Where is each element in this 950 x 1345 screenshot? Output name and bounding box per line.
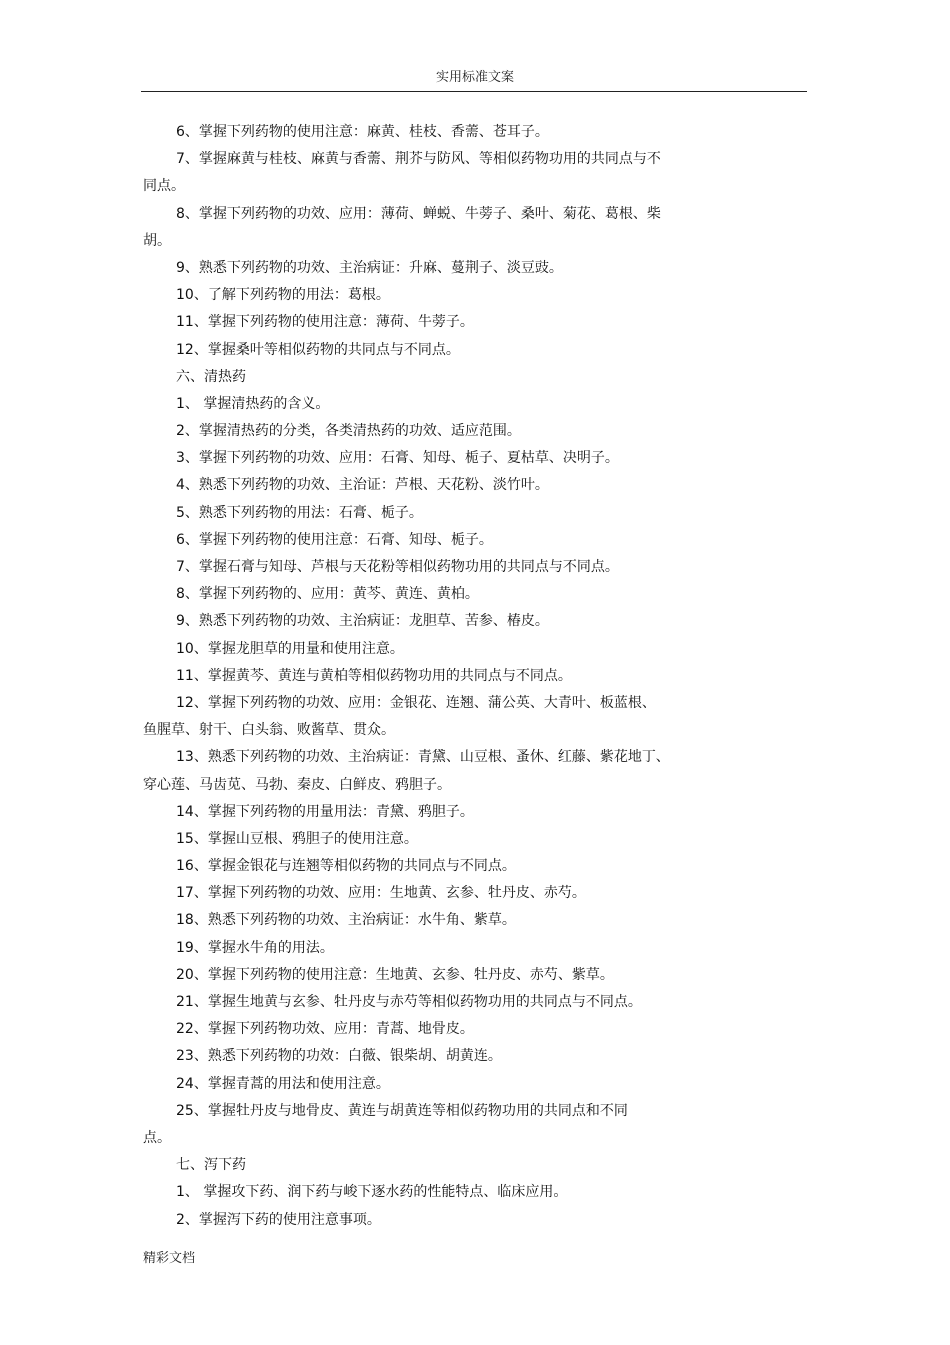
text-line: 8、掌握下列药物的功效、应用：薄荷、蝉蜕、牛蒡子、桑叶、菊花、葛根、柴 bbox=[176, 205, 661, 222]
text-line: 穿心莲、马齿苋、马勃、秦皮、白鲜皮、鸦胆子。 bbox=[143, 776, 451, 793]
header-divider bbox=[141, 91, 807, 92]
text-line: 17、掌握下列药物的功效、应用：生地黄、玄参、牡丹皮、赤芍。 bbox=[176, 885, 586, 902]
text-line: 16、掌握金银花与连翘等相似药物的共同点与不同点。 bbox=[176, 858, 516, 875]
page-footer: 精彩文档 bbox=[143, 1251, 196, 1266]
text-line: 胡。 bbox=[143, 232, 171, 249]
text-line: 4、熟悉下列药物的功效、主治证：芦根、天花粉、淡竹叶。 bbox=[176, 477, 549, 494]
page-header: 实用标准文案 bbox=[435, 70, 514, 85]
text-line: 9、熟悉下列药物的功效、主治病证：龙胆草、苦参、椿皮。 bbox=[176, 613, 549, 630]
text-line: 2、掌握泻下药的使用注意事项。 bbox=[176, 1211, 381, 1228]
text-line: 6、掌握下列药物的使用注意：石膏、知母、栀子。 bbox=[176, 531, 493, 548]
text-line: 7、掌握石膏与知母、芦根与天花粉等相似药物功用的共同点与不同点。 bbox=[176, 559, 619, 575]
text-line: 23、熟悉下列药物的功效：白薇、银柴胡、胡黄连。 bbox=[176, 1048, 502, 1065]
text-line: 10、掌握龙胆草的用量和使用注意。 bbox=[176, 640, 404, 657]
text-line: 11、掌握下列药物的使用注意：薄荷、牛蒡子。 bbox=[176, 314, 474, 331]
text-line: 1、 掌握攻下药、润下药与峻下逐水药的性能特点、临床应用。 bbox=[176, 1184, 568, 1201]
text-line: 鱼腥草、射干、白头翁、败酱草、贯众。 bbox=[143, 722, 395, 739]
text-line: 8、掌握下列药物的、应用：黄芩、黄连、黄柏。 bbox=[176, 586, 479, 603]
text-line: 12、掌握桑叶等相似药物的共同点与不同点。 bbox=[176, 341, 460, 358]
text-line: 18、熟悉下列药物的功效、主治病证：水牛角、紫草。 bbox=[176, 912, 516, 929]
text-line: 10、了解下列药物的用法：葛根。 bbox=[176, 287, 390, 304]
text-line: 5、熟悉下列药物的用法：石膏、栀子。 bbox=[176, 504, 423, 521]
text-line: 20、掌握下列药物的使用注意：生地黄、玄参、牡丹皮、赤芍、紫草。 bbox=[176, 966, 614, 983]
text-line: 六、清热药 bbox=[176, 368, 246, 385]
text-line: 9、熟悉下列药物的功效、主治病证：升麻、蔓荆子、淡豆豉。 bbox=[176, 259, 563, 276]
text-line: 1、 掌握清热药的含义。 bbox=[176, 395, 330, 412]
document-body bbox=[143, 119, 703, 1234]
text-line: 21、掌握生地黄与玄参、牡丹皮与赤芍等相似药物功用的共同点与不同点。 bbox=[176, 994, 642, 1010]
text-line: 7、掌握麻黄与桂枝、麻黄与香薷、荆芥与防风、等相似药物功用的共同点与不 bbox=[176, 151, 661, 168]
text-line: 12、掌握下列药物的功效、应用：金银花、连翘、蒲公英、大青叶、板蓝根、 bbox=[176, 694, 656, 711]
text-line: 15、掌握山豆根、鸦胆子的使用注意。 bbox=[176, 830, 418, 847]
text-line: 点。 bbox=[143, 1129, 171, 1146]
text-line: 25、掌握牡丹皮与地骨皮、黄连与胡黄连等相似药物功用的共同点和不同 bbox=[176, 1102, 628, 1119]
text-line: 3、掌握下列药物的功效、应用：石膏、知母、栀子、夏枯草、决明子。 bbox=[176, 450, 619, 467]
text-line: 24、掌握青蒿的用法和使用注意。 bbox=[176, 1075, 390, 1092]
text-line: 19、掌握水牛角的用法。 bbox=[176, 939, 334, 956]
text-line: 22、掌握下列药物功效、应用：青蒿、地骨皮。 bbox=[176, 1021, 474, 1038]
text-line: 14、掌握下列药物的用量用法：青黛、鸦胆子。 bbox=[176, 803, 474, 820]
text-line: 6、掌握下列药物的使用注意：麻黄、桂枝、香薷、苍耳子。 bbox=[176, 124, 549, 140]
text-line: 2、掌握清热药的分类，各类清热药的功效、适应范围。 bbox=[176, 423, 521, 440]
text-line: 同点。 bbox=[143, 178, 185, 195]
text-line: 11、掌握黄芩、黄连与黄柏等相似药物功用的共同点与不同点。 bbox=[176, 667, 572, 684]
text-line: 七、泻下药 bbox=[176, 1157, 246, 1174]
text-line: 13、熟悉下列药物的功效、主治病证：青黛、山豆根、蚤休、红藤、紫花地丁、 bbox=[176, 749, 670, 766]
